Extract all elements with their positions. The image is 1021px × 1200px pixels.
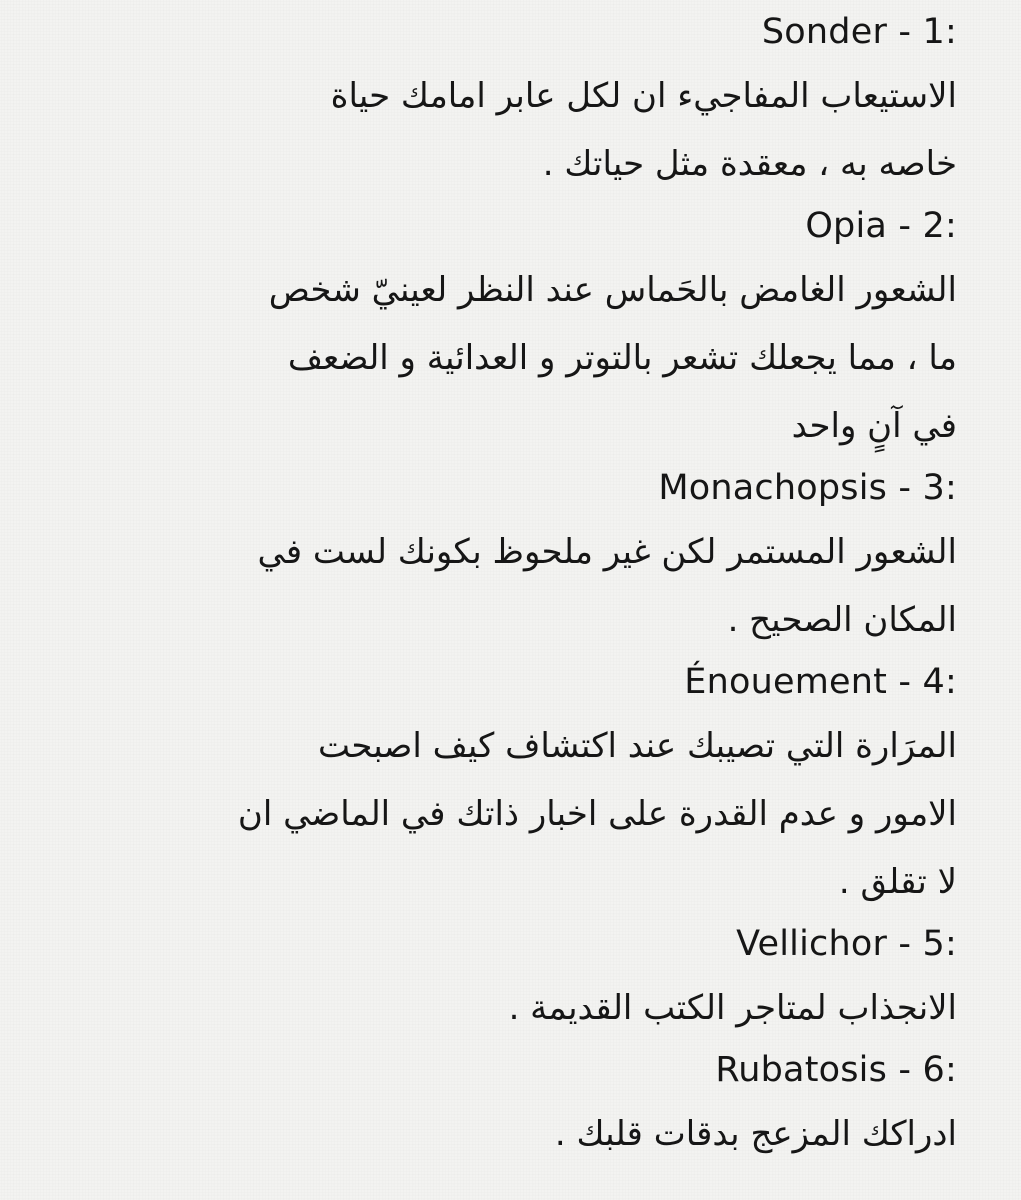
- term-heading: :Vellichor - 5: [736, 924, 957, 964]
- definition-line: الاستيعاب المفاجيء ان لكل عابر امامك حياة: [330, 76, 957, 116]
- entry-enouement: [0, 654, 957, 916]
- term-heading: :Opia - 2: [805, 206, 957, 246]
- definition-line: ما ، مما يجعلك تشعر بالتوتر و العدائية و الضعف: [287, 338, 957, 378]
- definition-line: المكان الصحيح .: [727, 600, 957, 640]
- note-body[interactable]: [0, 4, 957, 1168]
- definition-line: لا تقلق .: [838, 862, 957, 902]
- definition-line: الشعور المستمر لكن غير ملحوظ بكونك لست في: [257, 532, 957, 572]
- entry-vellichor: [0, 916, 957, 1042]
- definition-line: في آنٍ واحد: [791, 406, 957, 446]
- term-heading: :Monachopsis - 3: [658, 468, 957, 508]
- term-definition: [0, 710, 957, 916]
- definition-line: الانجذاب لمتاجر الكتب القديمة .: [508, 988, 957, 1028]
- term-heading: :Rubatosis - 6: [715, 1050, 957, 1090]
- definition-line: الامور و عدم القدرة على اخبار ذاتك في الماضي ان: [237, 794, 957, 834]
- term-definition: [0, 972, 957, 1042]
- definition-line: المرَارة التي تصيبك عند اكتشاف كيف اصبحت: [317, 726, 957, 766]
- entry-sonder: [0, 4, 957, 198]
- term-definition: [0, 60, 957, 198]
- term-definition: [0, 1098, 957, 1168]
- definition-line: الشعور الغامض بالحَماس عند النظر لعينيّ شخص: [268, 270, 957, 310]
- term-heading: :Sonder - 1: [761, 12, 957, 52]
- entry-rubatosis: [0, 1042, 957, 1168]
- term-definition: [0, 516, 957, 654]
- entry-opia: [0, 198, 957, 460]
- entry-monachopsis: [0, 460, 957, 654]
- definition-line: خاصه به ، معقدة مثل حياتك .: [542, 144, 957, 184]
- definition-line: ادراكك المزعج بدقات قلبك .: [554, 1114, 957, 1154]
- term-heading: :Énouement - 4: [684, 662, 957, 702]
- term-definition: [0, 254, 957, 460]
